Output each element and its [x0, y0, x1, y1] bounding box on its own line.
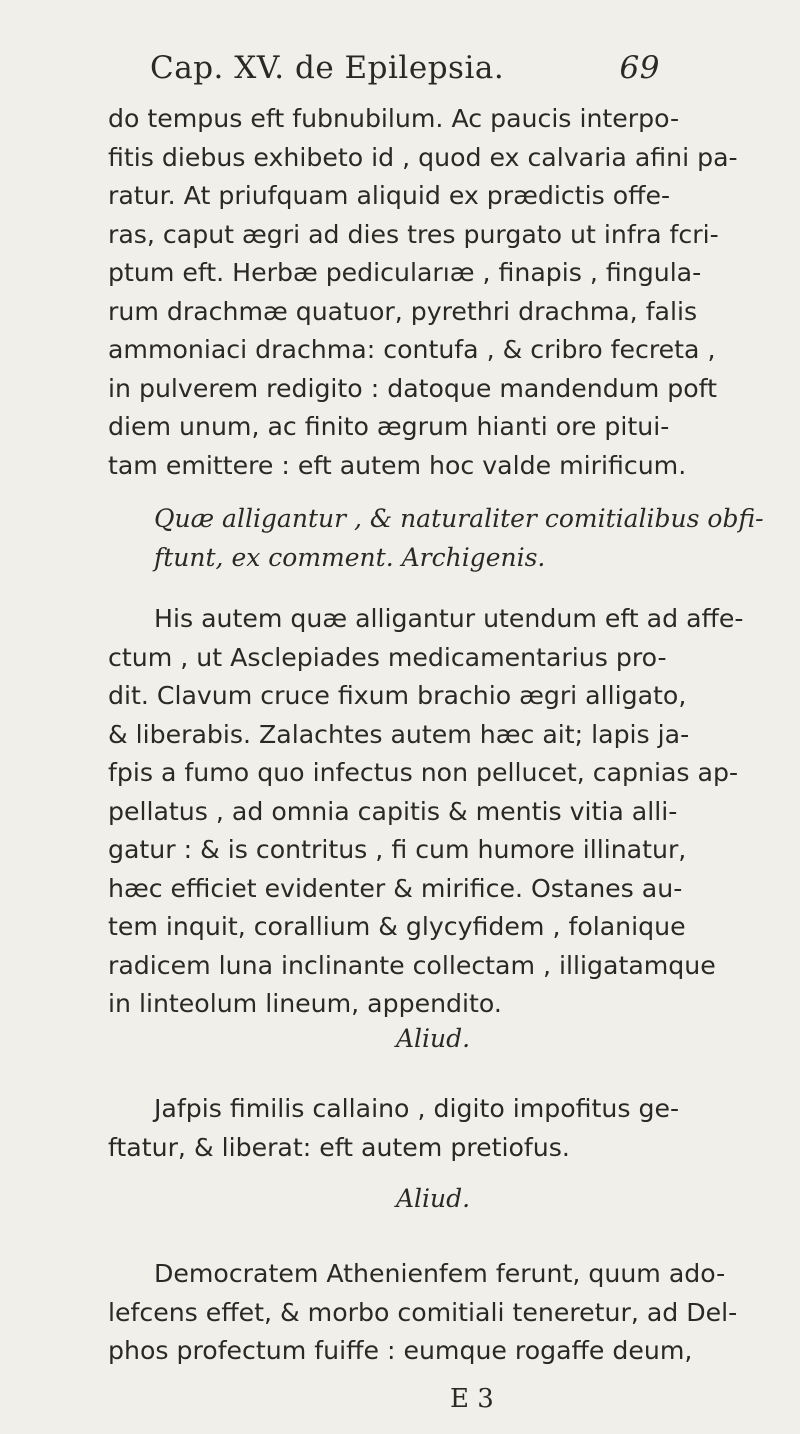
heading-aliud: Aliud. — [395, 1024, 471, 1053]
text-line: lefcens effet, & morbo comitiali teneretur, ad Del- — [108, 1297, 738, 1327]
text-line: fitis diebus exhibeto id , quod ex calvaria afini pa- — [108, 142, 738, 172]
paragraph-4 — [108, 1255, 758, 1371]
heading-aliud: Aliud. — [395, 1184, 471, 1213]
text-line: pellatus , ad omnia capitis & mentis vitia alli- — [108, 796, 678, 826]
heading-line: ftunt, ex comment. Archigenis. — [154, 542, 546, 572]
text-line: do tempus eft fubnubilum. Ac paucis interpo- — [108, 104, 680, 133]
paragraph-1 — [108, 100, 758, 485]
signature-mark: E 3 — [450, 1384, 494, 1414]
text-line: gatur : & is contritus , fi cum humore illinatur, — [108, 835, 687, 864]
text-line: ptum eft. Herbæ pedicularıæ , finapis , fingula- — [108, 258, 702, 287]
text-line: radicem luna inclinante collectam , illigatamque — [108, 950, 716, 980]
page-number: 69 — [619, 50, 660, 86]
text-line: ratur. At priufquam aliquid ex prædictis offe- — [108, 181, 671, 210]
text-line: in linteolum lineum, appendito. — [108, 989, 502, 1018]
text-line: diem unum, ac finito ægrum hianti ore pitui- — [108, 412, 670, 441]
text-line: tem inquit, corallium & glycyfidem , folanique — [108, 912, 686, 941]
text-line: dit. Clavum cruce fixum brachio ægri alligato, — [108, 681, 687, 710]
text-line: ammoniaci drachma: contufa , & cribro fecreta , — [108, 335, 716, 364]
section-heading-1 — [108, 500, 764, 577]
text-line: tam emittere : eft autem hoc valde mirificum. — [108, 450, 687, 480]
text-line: His autem quæ alligantur utendum eft ad affe- — [154, 604, 744, 633]
text-line: rum drachmæ quatuor, pyrethri drachma, falis — [108, 296, 698, 326]
text-line: ftatur, & liberat: eft autem pretiofus. — [108, 1132, 570, 1162]
running-title: Cap. XV. de Epilepsia. — [150, 50, 505, 86]
text-line: ctum , ut Asclepiades medicamentarius pro- — [108, 642, 667, 672]
text-line: phos profectum fuiffe : eumque rogaffe deum, — [108, 1336, 693, 1365]
text-line: Jafpis fimilis callaino , digito impofitus ge- — [154, 1094, 680, 1123]
text-line: in pulverem redigito : datoque mandendum poft — [108, 373, 717, 403]
section-heading-3 — [108, 1180, 758, 1219]
heading-line: Quæ alligantur , & naturaliter comitialibus obfi- — [154, 504, 764, 533]
text-line: fpis a fumo quo infectus non pellucet, capnias ap- — [108, 758, 739, 787]
page-header — [150, 50, 660, 90]
paragraph-2 — [108, 600, 758, 1024]
section-heading-2 — [108, 1020, 758, 1059]
text-line: Democratem Athenienfem ferunt, quum ado- — [154, 1259, 726, 1288]
text-line: hæc efficiet evidenter & mirifice. Ostanes au- — [108, 873, 683, 903]
paragraph-3 — [108, 1090, 758, 1167]
text-line: & liberabis. Zalachtes autem hæc ait; lapis ja- — [108, 719, 690, 749]
text-line: ras, caput ægri ad dies tres purgato ut infra fcri- — [108, 219, 719, 249]
